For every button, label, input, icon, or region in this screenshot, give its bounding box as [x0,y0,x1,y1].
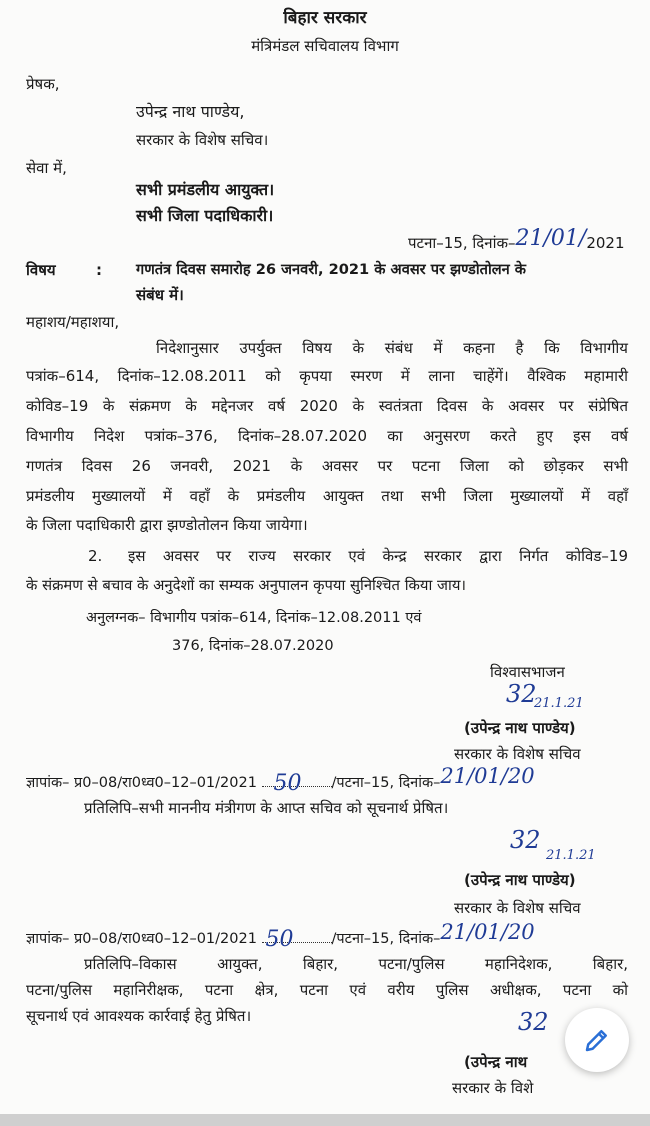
recipients-label: सेवा में, [26,159,67,177]
para1-line: गणतंत्र दिवस 26 जनवरी, 2021 के अवसर पर पटना जिला को छोड़कर सभी [26,457,628,475]
subject-line-2: संबंध में। [136,286,184,304]
signature-date: 21.1.21 [546,848,596,863]
recipient-commissioners: सभी प्रमंडलीय आयुक्त। [136,180,275,199]
signatory-designation: सरकार के विशेष सचिव [454,899,581,917]
signatory-name: (उपेन्द्र नाथ पाण्डेय) [464,871,576,889]
signatory-designation: सरकार के विशेष सचिव [454,745,581,763]
closing-text: विश्वासभाजन [490,663,565,681]
para1-line: प्रमंडलीय मुख्यालयों में वहाँ के प्रमंडलीय आयुक्त तथा सभी जिला मुख्यालयों में वहाँ [26,487,628,505]
pencil-icon [582,1025,612,1055]
memo1-prefix: ज्ञापांक– प्र0–08/रा0ध्व0–12–01/2021 [26,775,257,791]
memo1-line [26,764,535,796]
edit-button[interactable] [565,1008,629,1072]
date-year: 2021 [586,234,625,252]
memo1-copy: प्रतिलिपि–सभी माननीय मंत्रीगण के आप्त सचिव को सूचनार्थ प्रेषित। [84,799,449,817]
subject-line-1: गणतंत्र दिवस समारोह 26 जनवरी, 2021 के अवसर पर झण्डोतोलन के [136,261,527,278]
recipient-district-officers: सभी जिला पदाधिकारी। [136,206,274,225]
memo2-date: 21/01/20 [440,920,535,944]
sender-name: उपेन्द्र नाथ पाण्डेय, [136,102,245,121]
signatory-designation: सरकार के विशे [452,1079,534,1097]
header-department: मंत्रिमंडल सचिवालय विभाग [251,37,399,55]
sender-designation: सरकार के विशेष सचिव। [136,131,269,149]
signatory-name: (उपेन्द्र नाथ [464,1053,528,1071]
memo2-line [26,920,535,952]
signature-initials: 32 [518,1008,549,1036]
memo1-number: 50 [273,771,302,796]
date-line [408,226,625,253]
para1-line: विभागीय निदेश पत्रांक–376, दिनांक–28.07.2020 का अनुसरण करते हुए इस वर्ष [26,427,628,445]
memo2-number-field [262,927,332,952]
header-title: बिहार सरकार [283,8,367,28]
memo1-date: 21/01/20 [440,764,535,788]
subject-colon: : [96,261,102,279]
para1-line: निदेशानुसार उपर्युक्त विषय के संबंध में कहना है कि विभागीय [156,339,628,357]
signature-initials: 32 [510,826,541,854]
para1-line: कोविड–19 के संक्रमण के मद्देनजर वर्ष 2020 के स्वतंत्रता दिवस के अवसर पर संप्रेषित [26,397,628,415]
memo2-number: 50 [265,927,294,952]
subject-label: विषय [26,261,56,279]
memo1-number-field [262,771,332,796]
para2-line: इस अवसर पर राज्य सरकार एवं केन्द्र सरकार द्वारा निर्गत कोविड–19 [128,547,628,565]
para2-line: के संक्रमण से बचाव के अनुदेशों का सम्यक अनुपालन कृपया सुनिश्चित किया जाय। [26,577,467,594]
para1-line: पत्रांक–614, दिनांक–12.08.2011 को कृपया स्मरण में लाना चाहेंगें। वैश्विक महामारी [26,367,628,385]
memo1-mid: /पटना–15, दिनांक– [331,775,441,791]
sender-label: प्रेषक, [26,75,60,93]
signature-initials: 32 [506,680,537,708]
bottom-edge [0,1114,650,1126]
para1-line: के जिला पदाधिकारी द्वारा झण्डोतोलन किया जायेगा। [26,516,308,534]
memo2-copy-line: सूचनार्थ एवं आवश्यक कार्रवाई हेतु प्रेषित। [26,1007,252,1025]
handwritten-date: 21/01/ [515,226,587,251]
memo2-prefix: ज्ञापांक– प्र0–08/रा0ध्व0–12–01/2021 [26,931,257,947]
memo2-copy-line: पटना/पुलिस महानिरीक्षक, पटना क्षेत्र, पटना एवं वरीय पुलिस अधीक्षक, पटना को [26,981,628,999]
enclosure-line-1: अनुलग्नक– विभागीय पत्रांक–614, दिनांक–12.08.2011 एवं [86,610,422,626]
memo2-mid: /पटना–15, दिनांक– [331,931,441,947]
para2-number: 2. [88,547,103,565]
signature-date: 21.1.21 [534,696,584,711]
date-prefix: पटना–15, दिनांक– [408,234,516,252]
memo2-copy-line: प्रतिलिपि–विकास आयुक्त, बिहार, पटना/पुलिस महानिदेशक, बिहार, [84,955,628,973]
salutation: महाशय/महाशया, [26,313,120,331]
signatory-name: (उपेन्द्र नाथ पाण्डेय) [464,719,576,737]
enclosure-line-2: 376, दिनांक–28.07.2020 [172,638,334,654]
